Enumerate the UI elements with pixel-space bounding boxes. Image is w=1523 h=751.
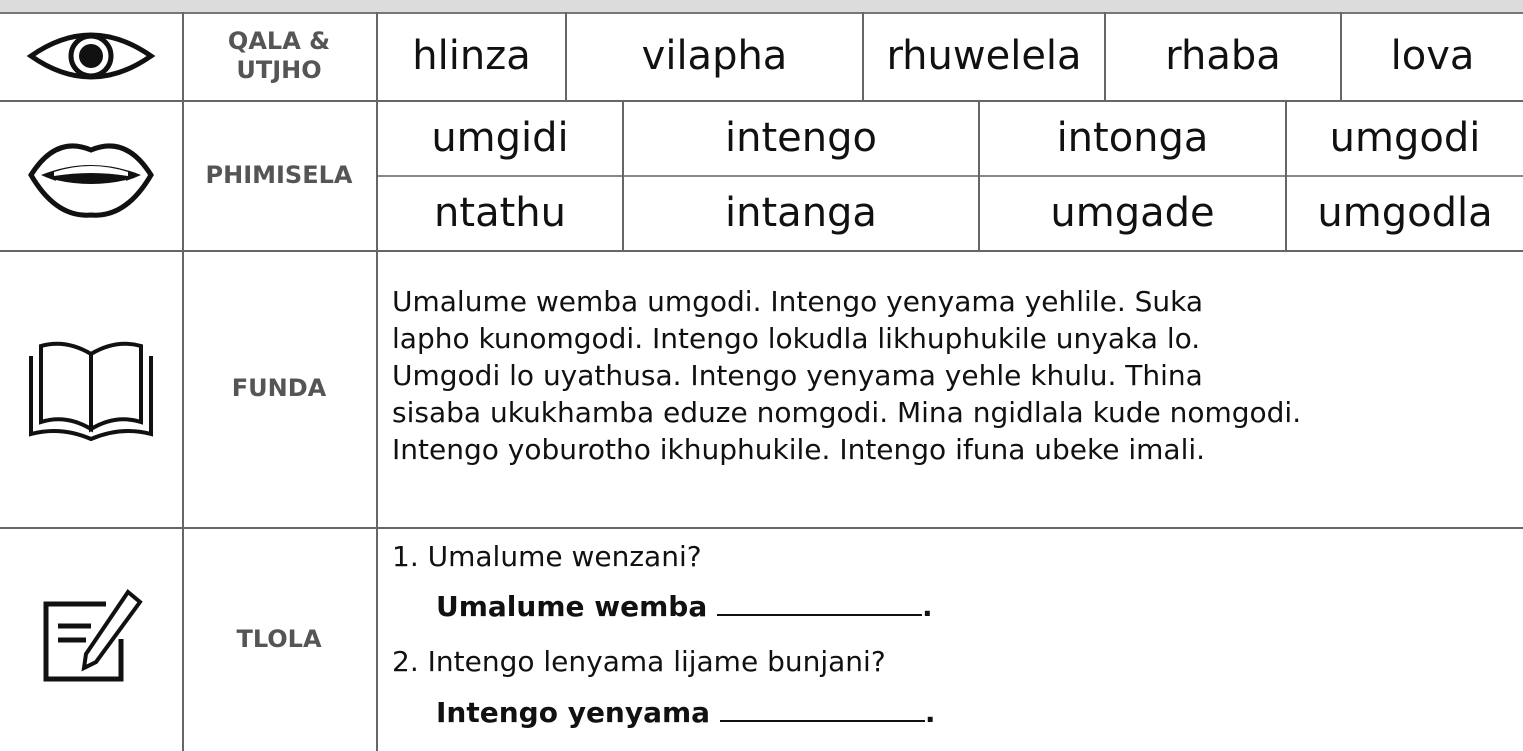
passage-line: Umalume wemba umgodi. Intengo yenyama yehlile. Suka (392, 285, 1204, 318)
answer-1 (436, 590, 933, 623)
qala-label-line2: UTJHO (236, 56, 322, 84)
qala-label-line1: QALA & (227, 27, 331, 56)
pencil-note-icon (0, 527, 182, 751)
answer-1-blank[interactable] (717, 614, 922, 616)
question-2: 2. Intengo lenyama lijame bunjani? (392, 645, 886, 678)
phimisela-word: umgade (1050, 189, 1215, 236)
passage-line: Intengo yoburotho ikhuphukile. Intengo ifuna ubeke imali. (392, 433, 1206, 466)
phimisela-word: intengo (725, 114, 877, 161)
phimisela-word: umgodla (1317, 189, 1493, 236)
phimisela-word: umgidi (431, 114, 569, 161)
answer-2 (436, 696, 935, 729)
qala-word: vilapha (641, 33, 788, 79)
reading-passage (392, 283, 1512, 468)
phimisela-label: PHIMISELA (205, 160, 353, 189)
qala-word: hlinza (412, 33, 531, 79)
tlola-label: TLOLA (236, 624, 322, 653)
book-icon (0, 250, 182, 527)
phimisela-word: ntathu (434, 189, 566, 236)
qala-word: lova (1390, 33, 1475, 79)
answer-2-prefix: Intengo yenyama (436, 696, 711, 729)
answer-1-period: . (921, 590, 933, 623)
mouth-icon (0, 100, 182, 250)
passage-line: lapho kunomgodi. Intengo lokudla likhuphukile unyaka lo. (392, 322, 1201, 355)
qala-label (182, 12, 376, 100)
phimisela-word: umgodi (1329, 114, 1481, 161)
answer-1-prefix: Umalume wemba (436, 590, 708, 623)
answer-2-period: . (924, 696, 936, 729)
qala-word: rhuwelela (886, 33, 1082, 79)
phimisela-word: intonga (1056, 114, 1209, 161)
question-1: 1. Umalume wenzani? (392, 540, 702, 573)
qala-word: rhaba (1165, 33, 1281, 79)
eye-icon (0, 12, 182, 100)
passage-line: sisaba ukukhamba eduze nomgodi. Mina ngidlala kude nomgodi. (392, 396, 1302, 429)
phimisela-word: intanga (725, 189, 877, 236)
passage-line: Umgodi lo uyathusa. Intengo yenyama yehle khulu. Thina (392, 359, 1203, 392)
funda-label: FUNDA (231, 374, 327, 403)
answer-2-blank[interactable] (720, 720, 925, 722)
